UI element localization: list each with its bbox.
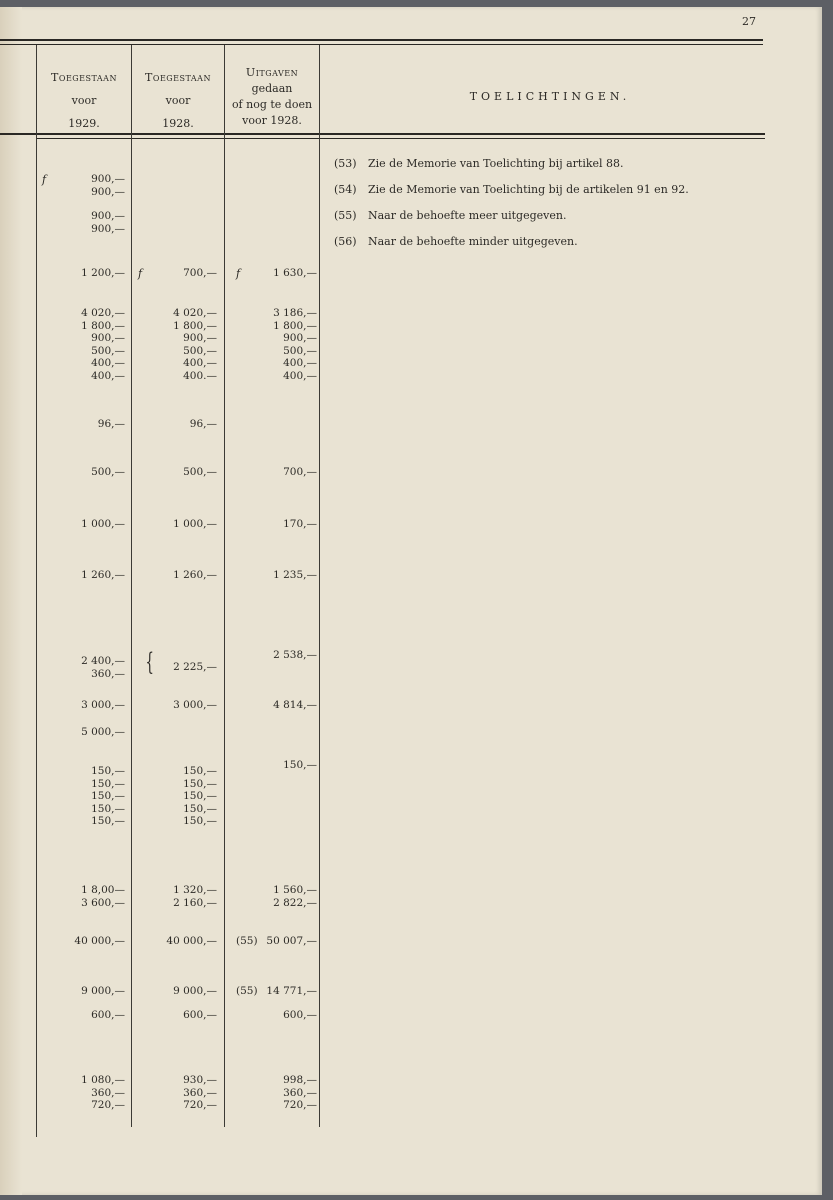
amount-1928: 1 320,— [173,884,217,896]
amount-1928: 930,— [183,1074,217,1086]
note-text: Zie de Memorie van Toelichting bij de artikelen 91 en 92. [368,183,689,196]
note-text: Naar de behoefte minder uitgegeven. [368,235,578,248]
amount-1929: 720,— [91,1099,125,1111]
note-reference: (55) [236,935,258,947]
amount-1929: 900,— [91,185,125,198]
currency-symbol: f [42,173,47,186]
note-text: Zie de Memorie van Toelichting bij artikel 88. [368,157,624,170]
header-nog-te-doen: of nog te doen [231,98,313,111]
amount-1929: 1 8,00— [81,884,125,896]
amount-uitgaven-1928: 1 800,— [273,319,317,332]
amount-1929: 150,— [91,765,125,777]
amount-1929: 40 000,— [74,935,125,947]
amount-uitgaven-1928: 1 630,— [273,267,317,279]
column-divider-3 [224,45,225,1127]
amount-1928: 400.— [183,369,217,382]
amount-uitgaven-1928: 500,— [283,344,317,357]
amount-uitgaven-1928: 400,— [283,357,317,369]
amount-1929: 400,— [91,369,125,382]
note-number: (55) [334,209,357,222]
amount-1929: 900,— [91,173,125,185]
amount-uitgaven-1928: 150,— [283,759,317,771]
amount-1929: 1 800,— [81,319,125,332]
amount-1929: 150,— [91,790,125,802]
header-rule [0,133,765,135]
amount-1928: 1 800,— [173,319,217,332]
amount-1929: 1 080,— [81,1074,125,1086]
column-divider-2 [131,45,132,1127]
amount-uitgaven-1928: 14 771,— [266,985,317,997]
amount-1929: 900,— [91,210,125,222]
amount-1929: 5 000,— [81,726,125,738]
amount-1928: 4 020,— [173,307,217,319]
amount-1928: 1 260,— [173,569,217,581]
amount-1929: 1 200,— [81,267,125,279]
amount-1929: 900,— [91,332,125,344]
amount-uitgaven-1928: 360,— [283,1086,317,1099]
amount-uitgaven-1928: 900,— [283,332,317,344]
header-title: Toegestaan [51,71,117,84]
amount-1928: 720,— [183,1099,217,1111]
brace-symbol: { [145,648,154,676]
amount-1929: 500,— [91,466,125,478]
header-col-1929 [38,71,130,130]
amount-1928: 96,— [189,418,217,430]
amount-uitgaven-1928: 1 235,— [273,569,317,581]
header-gedaan: gedaan [251,82,293,95]
amount-1928: 150,— [183,765,217,777]
amount-1929: 150,— [91,802,125,815]
header-year: 1928. [162,117,194,130]
amount-uitgaven-1928: 600,— [283,1009,317,1021]
amount-1929: 150,— [91,815,125,827]
amount-1928: 500,— [183,344,217,357]
note-number: (54) [334,183,357,196]
header-voor: voor [165,94,191,107]
header-voor: voor [71,94,97,107]
top-rule-thin [0,44,763,45]
amount-1928: 360,— [183,1086,217,1099]
amount-uitgaven-1928: 1 560,— [273,884,317,896]
amount-1928: 3 000,— [173,699,217,711]
currency-symbol: f [236,267,241,280]
header-title: Toegestaan [145,71,211,84]
amount-1928: 400,— [183,357,217,369]
header-col-uitgaven [225,65,319,129]
note-text: Naar de behoefte meer uitgegeven. [368,209,567,222]
column-divider-1 [36,45,37,1137]
amount-1929: 900,— [91,222,125,235]
note-item [334,157,624,170]
amount-1929: 3 000,— [81,699,125,711]
amount-1929: 3 600,— [81,896,125,909]
page-number: 27 [742,15,756,28]
amount-1929: 360,— [91,667,125,680]
note-number: (53) [334,157,357,170]
amount-1929: 1 000,— [81,518,125,530]
amount-1928: 700,— [183,267,217,279]
amount-1929: 1 260,— [81,569,125,581]
amount-1928: 9 000,— [173,985,217,997]
amount-1928: 2 225,— [173,661,217,674]
header-title: Uitgaven [245,66,299,79]
amount-uitgaven-1928: 170,— [283,518,317,530]
note-item [334,235,578,248]
amount-1929: 2 400,— [81,655,125,667]
amount-1928: 40 000,— [166,935,217,947]
header-toelichtingen: TOELICHTINGEN. [469,90,631,103]
amount-1929: 500,— [91,344,125,357]
amount-uitgaven-1928: 2 822,— [273,896,317,909]
note-item [334,209,566,222]
amount-1929: 150,— [91,777,125,790]
header-year: voor 1928. [242,114,302,127]
amount-uitgaven-1928: 50 007,— [266,935,317,947]
amount-1928: 1 000,— [173,518,217,530]
header-rule-thin [36,138,765,139]
amount-1928: 2 160,— [173,896,217,909]
header-col-1928 [132,71,224,130]
amount-uitgaven-1928: 3 186,— [273,307,317,319]
header-year: 1929. [68,117,100,130]
amount-uitgaven-1928: 4 814,— [273,699,317,711]
amount-1929: 9 000,— [81,985,125,997]
amount-uitgaven-1928: 700,— [283,466,317,478]
amount-uitgaven-1928: 720,— [283,1099,317,1111]
note-reference: (55) [236,985,258,997]
amount-1929: 360,— [91,1086,125,1099]
amount-1928: 150,— [183,802,217,815]
top-rule [0,39,763,41]
document-page [0,7,822,1195]
amount-1929: 96,— [97,418,125,430]
note-number: (56) [334,235,357,248]
amount-1928: 150,— [183,815,217,827]
amount-1929: 4 020,— [81,307,125,319]
column-divider-4 [319,45,320,1127]
amount-1928: 150,— [183,777,217,790]
note-item [334,183,689,196]
amount-1928: 150,— [183,790,217,802]
amount-uitgaven-1928: 400,— [283,369,317,382]
amount-uitgaven-1928: 998,— [283,1074,317,1086]
amount-1929: 400,— [91,357,125,369]
amount-1928: 900,— [183,332,217,344]
amount-uitgaven-1928: 2 538,— [273,649,317,661]
amount-1928: 600,— [183,1009,217,1021]
currency-symbol: f [138,267,143,280]
amount-1929: 600,— [91,1009,125,1021]
amount-1928: 500,— [183,466,217,478]
